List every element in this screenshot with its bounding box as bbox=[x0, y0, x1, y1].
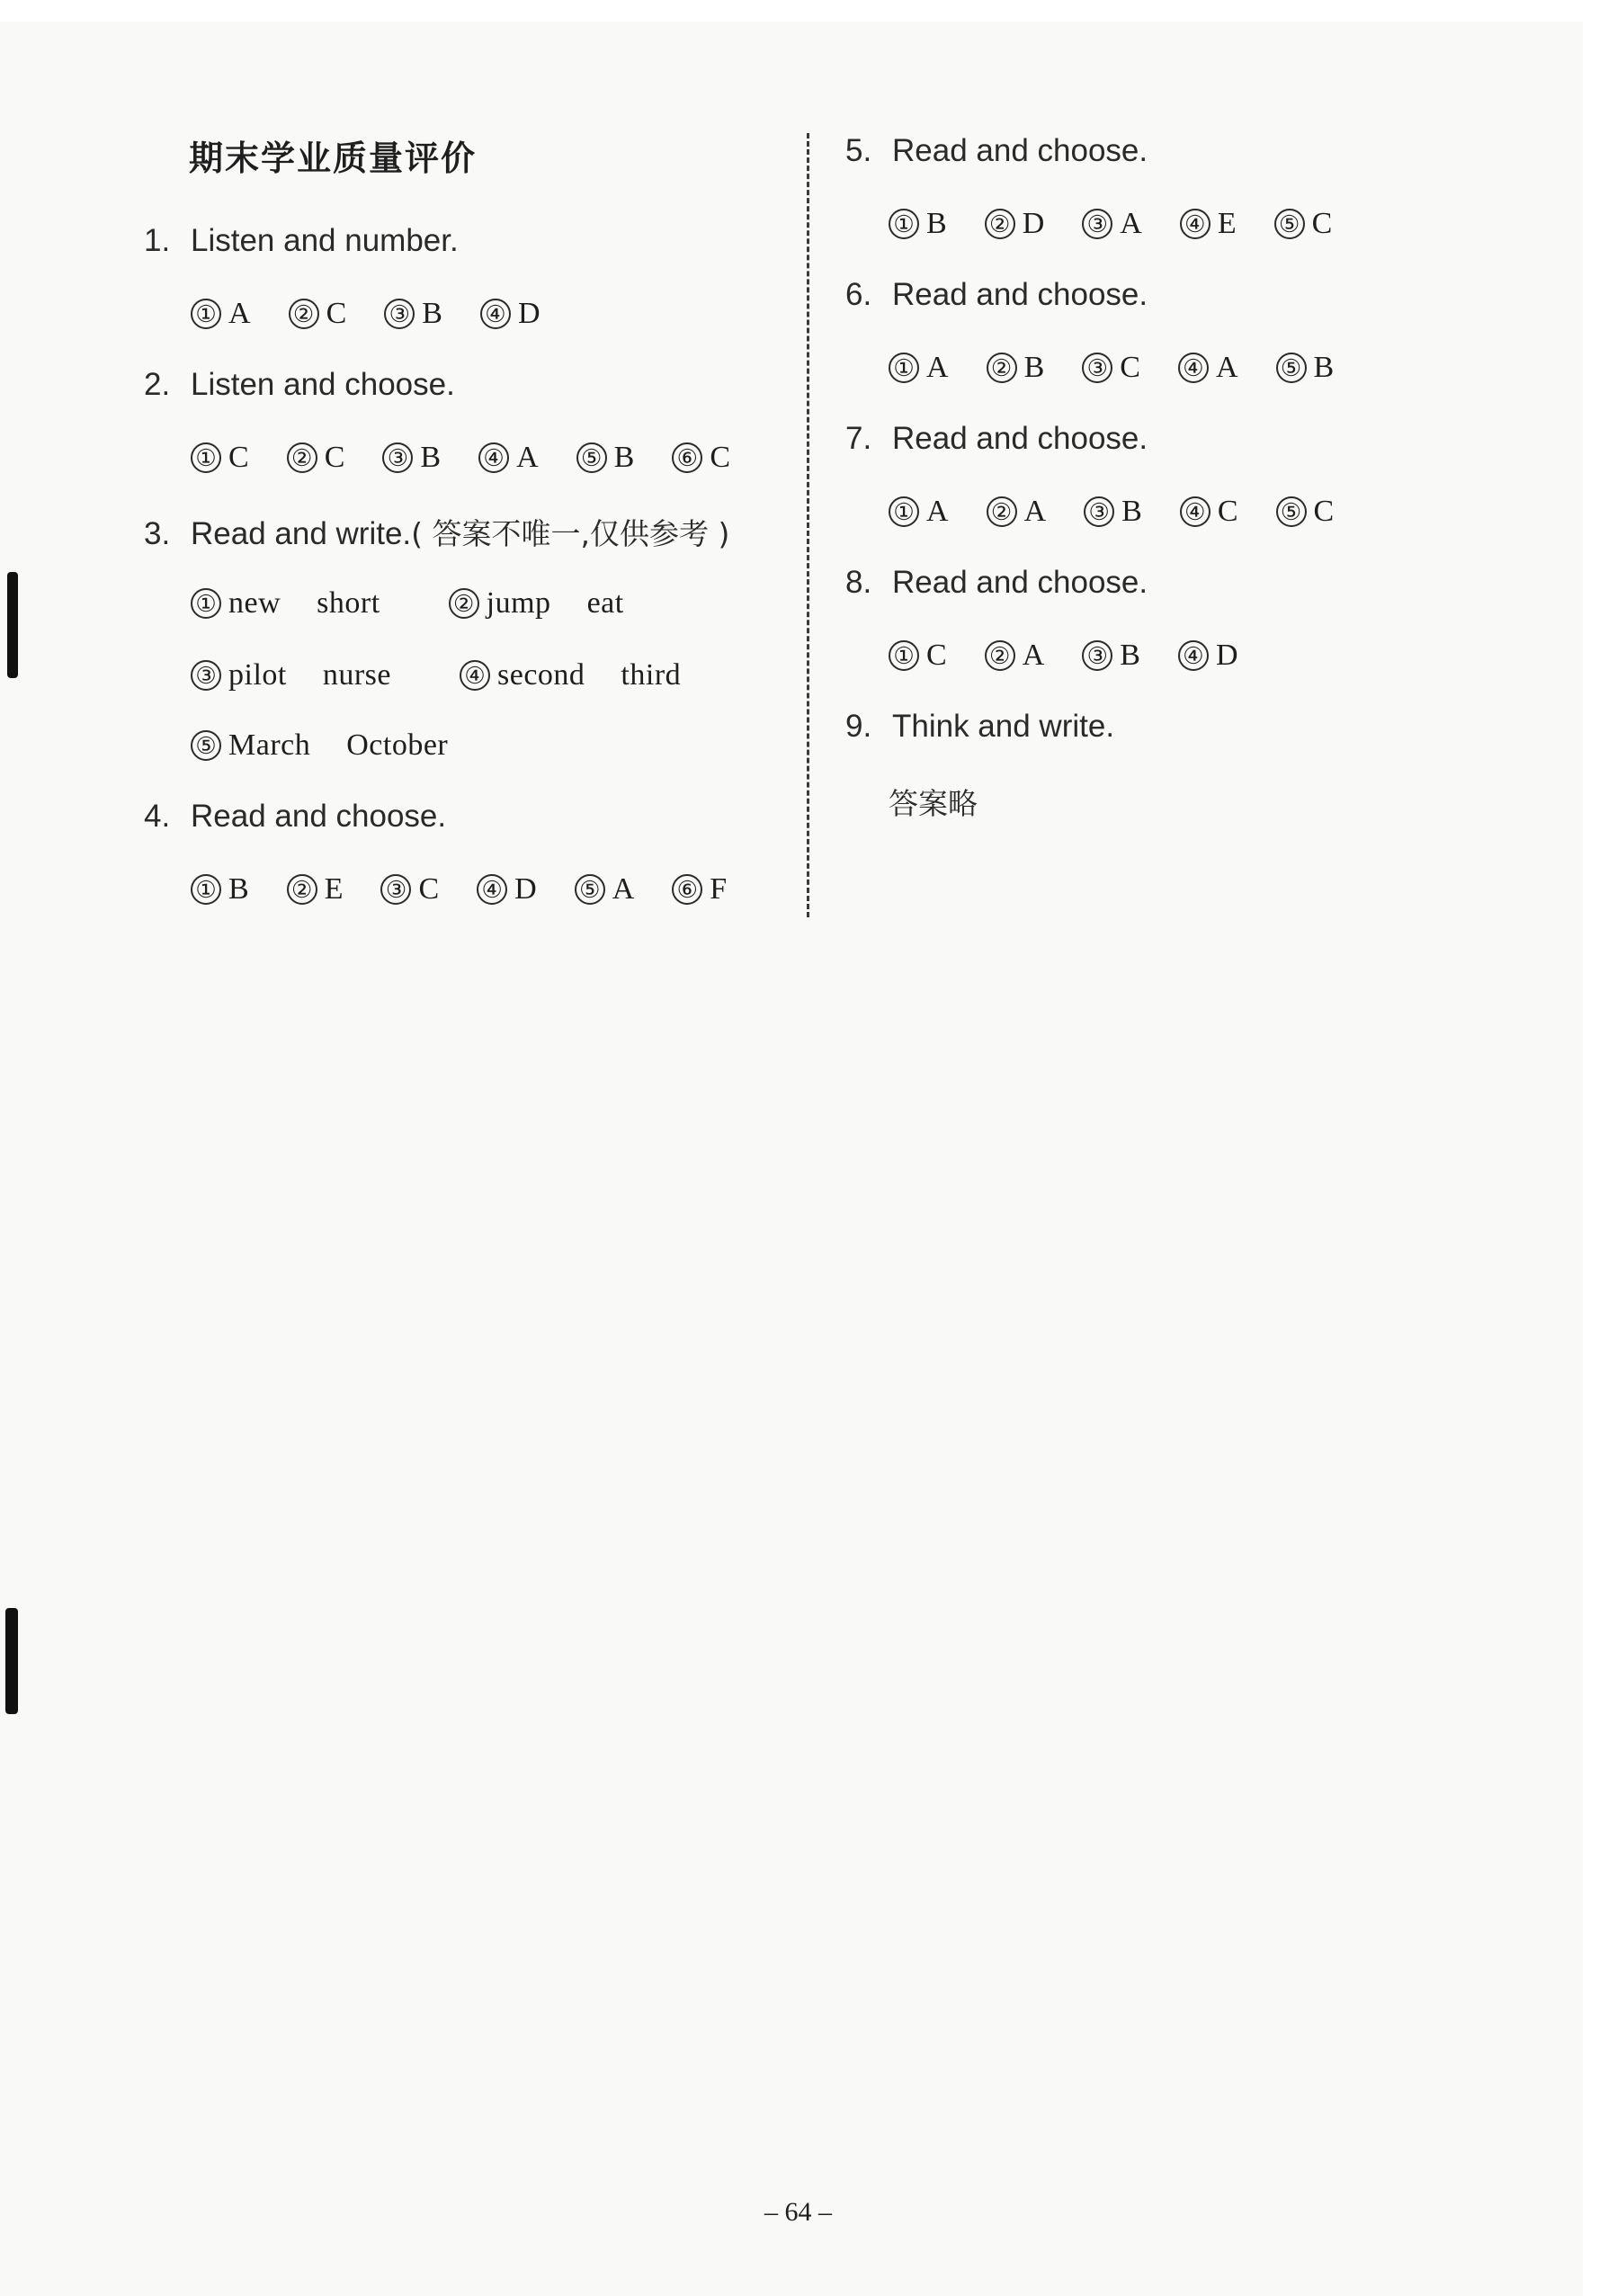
circled-number: ⑥ bbox=[672, 874, 702, 905]
answer-letter: A bbox=[1215, 351, 1238, 384]
circled-number: ② bbox=[987, 353, 1017, 383]
question-3-line-1 bbox=[191, 586, 692, 621]
answer-item bbox=[987, 495, 1047, 529]
circled-number: ⑤ bbox=[1274, 209, 1305, 239]
answer-letter: C bbox=[228, 441, 249, 474]
answer-letter: A bbox=[926, 495, 949, 528]
answer-item bbox=[191, 872, 249, 907]
circled-number: ① bbox=[889, 496, 919, 527]
circled-number: ② bbox=[985, 640, 1015, 671]
answer-item bbox=[1082, 207, 1142, 241]
question-8-answers bbox=[889, 639, 1276, 673]
answer-word: short bbox=[317, 586, 380, 620]
answer-item bbox=[987, 351, 1045, 385]
answer-item bbox=[382, 441, 441, 475]
circled-number: ③ bbox=[191, 660, 221, 691]
circled-number: ④ bbox=[1178, 353, 1209, 383]
answer-item bbox=[1082, 639, 1140, 673]
word-answer-group bbox=[191, 728, 484, 763]
question-8-heading bbox=[845, 565, 1148, 601]
answer-letter: B bbox=[420, 441, 442, 474]
question-prompt: Read and choose. bbox=[892, 277, 1148, 312]
answer-item bbox=[287, 441, 345, 475]
circled-number: ② bbox=[985, 209, 1015, 239]
answer-letter: B bbox=[228, 872, 249, 906]
answer-letter: C bbox=[1217, 495, 1238, 528]
question-number: 4. bbox=[144, 799, 171, 834]
answer-letter: C bbox=[710, 441, 730, 474]
circled-number: ⑤ bbox=[191, 730, 221, 761]
answer-letter: A bbox=[516, 441, 539, 474]
answer-item bbox=[480, 297, 540, 331]
answer-letter: D bbox=[517, 297, 540, 330]
answer-item bbox=[1276, 351, 1335, 385]
question-6-heading bbox=[845, 277, 1148, 313]
question-number: 2. bbox=[144, 367, 171, 402]
circled-number: ⑤ bbox=[1276, 496, 1307, 527]
answer-letter: C bbox=[1120, 351, 1140, 384]
answer-item bbox=[1276, 495, 1335, 529]
question-prompt: Read and choose. bbox=[892, 421, 1148, 456]
circled-number: ③ bbox=[1082, 209, 1112, 239]
circled-number: ④ bbox=[478, 442, 509, 473]
circled-number: ① bbox=[191, 299, 221, 329]
answer-letter: B bbox=[1120, 639, 1140, 672]
circled-number: ① bbox=[889, 353, 919, 383]
answer-letter: A bbox=[926, 351, 949, 384]
circled-number: ① bbox=[889, 209, 919, 239]
question-number: 5. bbox=[845, 133, 872, 168]
circled-number: ② bbox=[289, 299, 319, 329]
answer-item bbox=[889, 207, 947, 241]
answer-letter: A bbox=[1120, 207, 1142, 240]
question-9-answer-text: 答案略 bbox=[889, 786, 978, 821]
circled-number: ③ bbox=[382, 442, 413, 473]
column-divider bbox=[807, 133, 809, 917]
answer-item bbox=[287, 872, 344, 907]
answer-letter: B bbox=[613, 441, 635, 474]
page-title: 期末学业质量评价 bbox=[189, 138, 478, 178]
answer-letter: C bbox=[926, 639, 947, 672]
question-prompt: Listen and choose. bbox=[191, 367, 455, 402]
question-number: 7. bbox=[845, 421, 872, 456]
question-number: 1. bbox=[144, 223, 171, 258]
answer-word: new bbox=[228, 586, 281, 620]
answer-letter: C bbox=[324, 441, 345, 474]
circled-number: ④ bbox=[477, 874, 507, 905]
question-6-answers bbox=[889, 351, 1371, 385]
answer-item bbox=[1180, 495, 1238, 529]
circled-number: ① bbox=[191, 874, 221, 905]
answer-word: second bbox=[497, 658, 585, 692]
question-2-answers bbox=[191, 441, 768, 475]
answer-letter: B bbox=[1313, 351, 1335, 384]
circled-number: ④ bbox=[1180, 496, 1210, 527]
word-answer-group bbox=[191, 586, 416, 621]
answer-item bbox=[985, 639, 1045, 673]
circled-number: ② bbox=[287, 874, 317, 905]
answer-letter: E bbox=[1217, 207, 1237, 240]
circled-number: ② bbox=[449, 588, 479, 619]
answer-item bbox=[1178, 639, 1238, 673]
answer-letter: B bbox=[1023, 351, 1045, 384]
question-2-heading bbox=[144, 367, 455, 403]
answer-item bbox=[1274, 207, 1333, 241]
circled-number: ④ bbox=[460, 660, 490, 691]
answer-letter: C bbox=[1313, 495, 1335, 528]
circled-number: ⑥ bbox=[672, 442, 702, 473]
answer-word: eat bbox=[586, 586, 624, 620]
answer-item bbox=[985, 207, 1045, 241]
circled-number: ⑤ bbox=[1276, 353, 1307, 383]
question-7-answers bbox=[889, 495, 1371, 529]
answer-item bbox=[380, 872, 439, 907]
question-prompt: Listen and number. bbox=[191, 223, 459, 258]
answer-item bbox=[889, 639, 947, 673]
circled-number: ④ bbox=[480, 299, 511, 329]
circled-number: ① bbox=[191, 442, 221, 473]
circled-number: ② bbox=[987, 496, 1017, 527]
circled-number: ③ bbox=[1082, 640, 1112, 671]
answer-item bbox=[672, 441, 730, 475]
answer-letter: D bbox=[1022, 207, 1045, 240]
question-4-answers bbox=[191, 872, 764, 907]
answer-item bbox=[191, 441, 249, 475]
circled-number: ③ bbox=[1084, 496, 1114, 527]
question-number: 9. bbox=[845, 709, 872, 744]
circled-number: ⑤ bbox=[576, 442, 607, 473]
answer-item bbox=[889, 351, 949, 385]
question-9-heading bbox=[845, 709, 1114, 745]
answer-item bbox=[191, 297, 251, 331]
answer-item bbox=[1084, 495, 1142, 529]
word-answer-group bbox=[191, 658, 427, 692]
answer-letter: A bbox=[228, 297, 251, 330]
question-prompt: Think and write. bbox=[892, 709, 1115, 744]
question-number: 3. bbox=[144, 516, 171, 551]
answer-letter: B bbox=[422, 297, 442, 330]
answer-letter: B bbox=[1121, 495, 1142, 528]
answer-item bbox=[1178, 351, 1238, 385]
question-4-heading bbox=[144, 799, 446, 835]
answer-item bbox=[477, 872, 537, 907]
answer-letter: C bbox=[326, 297, 347, 330]
question-prompt: Read and write. bbox=[191, 516, 412, 551]
answer-letter: B bbox=[926, 207, 947, 240]
answer-item bbox=[478, 441, 539, 475]
answer-word: pilot bbox=[228, 658, 287, 692]
question-3-heading bbox=[144, 511, 729, 553]
scan-binding-mark bbox=[5, 1608, 18, 1714]
answer-letter: C bbox=[418, 872, 440, 906]
question-number: 8. bbox=[845, 565, 872, 600]
answer-item bbox=[1082, 351, 1140, 385]
question-number: 6. bbox=[845, 277, 872, 312]
question-1-answers bbox=[191, 297, 578, 331]
answer-letter: D bbox=[1215, 639, 1238, 672]
answer-word: jump bbox=[486, 586, 551, 620]
circled-number: ③ bbox=[1082, 353, 1112, 383]
answer-letter: D bbox=[514, 872, 537, 906]
answer-item bbox=[576, 441, 635, 475]
circled-number: ⑤ bbox=[575, 874, 605, 905]
circled-number: ① bbox=[191, 588, 221, 619]
answer-letter: A bbox=[1022, 639, 1045, 672]
question-1-heading bbox=[144, 223, 459, 259]
question-prompt: Read and choose. bbox=[191, 799, 447, 834]
scan-binding-mark bbox=[7, 572, 18, 678]
answer-item bbox=[289, 297, 347, 331]
circled-number: ③ bbox=[384, 299, 415, 329]
circled-number: ④ bbox=[1178, 640, 1209, 671]
answer-letter: C bbox=[1311, 207, 1333, 240]
answer-letter: A bbox=[612, 872, 635, 906]
answer-letter: F bbox=[710, 872, 728, 906]
answer-item bbox=[672, 872, 727, 907]
word-answer-group bbox=[460, 658, 717, 692]
question-5-heading bbox=[845, 133, 1148, 169]
word-answer-group bbox=[449, 586, 660, 621]
circled-number: ④ bbox=[1180, 209, 1210, 239]
circled-number: ③ bbox=[380, 874, 411, 905]
question-3-line-3 bbox=[191, 728, 516, 763]
answer-letter: A bbox=[1023, 495, 1047, 528]
answer-word: nurse bbox=[322, 658, 391, 692]
question-prompt: Read and choose. bbox=[892, 565, 1148, 600]
answer-item bbox=[1180, 207, 1237, 241]
question-prompt: Read and choose. bbox=[892, 133, 1148, 168]
answer-letter: E bbox=[324, 872, 344, 906]
answer-item bbox=[575, 872, 635, 907]
answer-word: March bbox=[228, 728, 311, 762]
answer-item bbox=[384, 297, 442, 331]
page-number: – 64 – bbox=[764, 2197, 832, 2227]
answer-item bbox=[889, 495, 949, 529]
circled-number: ① bbox=[889, 640, 919, 671]
answer-word: October bbox=[346, 728, 449, 762]
question-5-answers bbox=[889, 207, 1370, 241]
question-7-heading bbox=[845, 421, 1148, 457]
answer-word: third bbox=[621, 658, 682, 692]
circled-number: ② bbox=[287, 442, 317, 473]
question-note: ( 答案不唯一,仅供参考 ) bbox=[411, 516, 730, 551]
question-3-line-2 bbox=[191, 658, 749, 692]
